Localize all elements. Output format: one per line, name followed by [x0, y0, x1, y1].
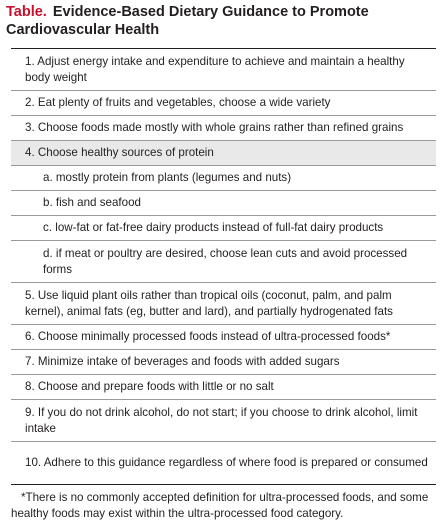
table-row [11, 283, 436, 325]
guidance-table [11, 48, 436, 485]
table-row [11, 241, 436, 283]
table-row [11, 116, 436, 141]
row-text: b. fish and seafood [43, 196, 141, 210]
row-text: 9. If you do not drink alcohol, do not start; if you choose to drink alcohol, limit intake [25, 406, 418, 435]
table-title-text: Evidence-Based Dietary Guidance to Promote Cardiovascular Health [6, 4, 369, 38]
table-row [11, 191, 436, 216]
row-text: 10. Adhere to this guidance regardless of where food is prepared or consumed [25, 456, 428, 470]
table-row [11, 91, 436, 116]
row-text: 4. Choose healthy sources of protein [25, 146, 214, 160]
row-text: 2. Eat plenty of fruits and vegetables, choose a wide variety [25, 96, 331, 110]
row-text: 5. Use liquid plant oils rather than tropical oils (coconut, palm, and palm kernel), animal fats (eg, butter and lard), and partially hydrogenated fats [25, 289, 393, 318]
table-title [6, 3, 438, 39]
table-row [11, 141, 436, 166]
row-text: a. mostly protein from plants (legumes and nuts) [43, 171, 292, 185]
row-text: c. low-fat or fat-free dairy products instead of full-fat dairy products [43, 221, 384, 235]
table-row [11, 216, 436, 241]
row-text: 6. Choose minimally processed foods instead of ultra-processed foods* [25, 330, 391, 344]
table-row [11, 166, 436, 191]
table-row [11, 375, 436, 400]
table-row [11, 325, 436, 350]
table-row [11, 442, 436, 484]
table-row [11, 49, 436, 91]
row-text: 8. Choose and prepare foods with little or no salt [25, 380, 274, 394]
table-footnote: *There is no commonly accepted definition for ultra-processed foods, and some healthy foods may exist within the ultra-processed food category. [11, 491, 429, 520]
table-row [11, 350, 436, 375]
row-text: d. if meat or poultry are desired, choose lean cuts and avoid processed forms [43, 247, 408, 276]
row-text: 1. Adjust energy intake and expenditure to achieve and maintain a healthy body weight [25, 55, 405, 84]
row-text: 7. Minimize intake of beverages and foods with added sugars [25, 355, 340, 369]
table-label: Table. [6, 4, 47, 20]
row-text: 3. Choose foods made mostly with whole grains rather than refined grains [25, 121, 404, 135]
table-row [11, 400, 436, 442]
